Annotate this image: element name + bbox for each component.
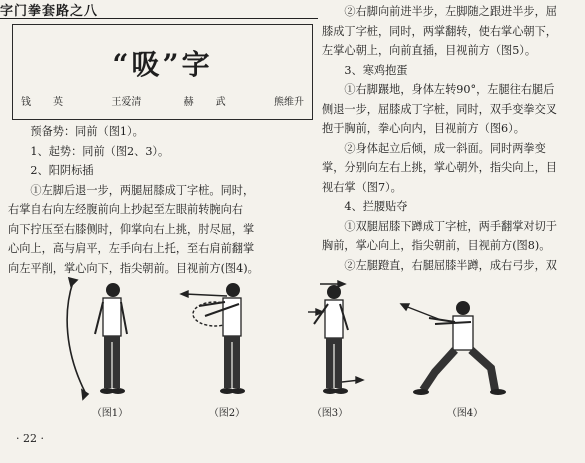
text-line: 掌，分别向左右上挑，掌心朝外，指尖向上，目 bbox=[322, 161, 557, 174]
text-line: 侧退一步，屈膝成丁字桩，同时，双手变拳交叉 bbox=[322, 102, 557, 116]
figure-3-illustration bbox=[290, 272, 380, 402]
author-name: 钱 英 bbox=[21, 97, 69, 108]
text-line: ②左腿蹬直，右腿屈膝半蹲，成右弓步，双 bbox=[344, 258, 557, 272]
figure-4-illustration bbox=[395, 272, 545, 402]
text-line: 向左平削，掌心向下，指尖朝前。目视前方(图4)。 bbox=[8, 261, 259, 275]
author-list bbox=[21, 93, 304, 108]
text-line: ①右脚蹍地，身体左转90°，左腿往右腿后 bbox=[344, 83, 555, 96]
article-title: “吸”字 bbox=[112, 48, 213, 81]
figure-2 bbox=[175, 272, 265, 419]
figure-caption: （图2） bbox=[208, 408, 246, 419]
text-line: 心向上，高与肩平，左手向右上托，至右肩前翻掌 bbox=[8, 242, 255, 255]
right-column-text bbox=[322, 2, 580, 275]
text-line: 胸前，掌心向上，指尖朝前，目视前方(图8)。 bbox=[322, 239, 551, 252]
figure-1 bbox=[55, 272, 145, 419]
section-heading: 4、拦腰贴夺 bbox=[344, 200, 408, 213]
figure-4 bbox=[395, 272, 545, 419]
left-column-text bbox=[8, 122, 312, 278]
header-rule bbox=[0, 18, 318, 19]
text-line: 膝成丁字桩，同时，两掌翻转，使右掌心朝下， bbox=[322, 24, 557, 38]
text-line: 视右掌（图7）。 bbox=[322, 180, 402, 194]
title-box bbox=[12, 24, 313, 120]
text-line: 预备势：同前（图1）。 bbox=[30, 125, 144, 138]
figure-caption: （图3） bbox=[311, 408, 349, 419]
text-line: ①左脚后退一步，两腿屈膝成丁字桩。同时， bbox=[30, 183, 255, 197]
figure-1-illustration bbox=[55, 272, 145, 402]
text-line: 1、起势：同前（图2、3）。 bbox=[30, 144, 170, 158]
text-line: 向下拧压至右膝侧时，仰掌向右上挑，肘尽屈，掌 bbox=[8, 222, 255, 236]
text-line: ②右脚向前进半步，左脚随之跟进半步，屈 bbox=[344, 5, 557, 18]
figure-2-illustration bbox=[175, 272, 265, 402]
author-name: 熊维升 bbox=[273, 97, 304, 108]
author-name: 王爱清 bbox=[111, 97, 142, 108]
section-heading: 2、阳阴标插 bbox=[30, 164, 94, 177]
text-line: 右掌自右向左经腹前向上抄起至左眼前转腕向右 bbox=[8, 203, 243, 216]
page-number: · 22 · bbox=[16, 432, 44, 445]
text-line: ①双腿屈膝下蹲成丁字桩，两手翻掌对切于 bbox=[344, 219, 557, 233]
author-name: 赫 武 bbox=[183, 97, 232, 108]
text-line: 左掌心朝上，向前直插，目视前方（图5）。 bbox=[322, 44, 537, 57]
figure-strip bbox=[0, 272, 585, 432]
section-heading: 3、寒鸡抱蛋 bbox=[344, 63, 408, 77]
figure-3 bbox=[290, 272, 380, 419]
figure-caption: （图1） bbox=[91, 408, 129, 419]
series-header: 字门拳套路之八 bbox=[0, 4, 99, 19]
figure-caption: （图4） bbox=[446, 408, 484, 419]
text-line: ②身体起立后倾，成一斜面。同时两拳变 bbox=[344, 141, 546, 155]
text-line: 抱于胸前，拳心向内，目视前方（图6）。 bbox=[322, 122, 525, 135]
